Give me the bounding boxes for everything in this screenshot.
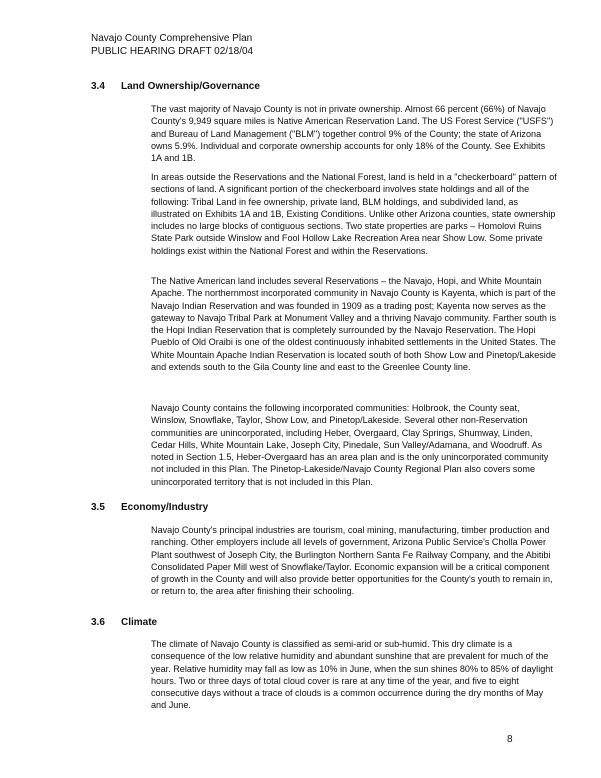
section-land-ownership — [91, 80, 527, 93]
paragraph: Navajo County contains the following incorporated communities: Holbrook, the County seat, Winslow, Snowflake, Taylor, Show Low, and Pinetop/Lakeside. Several other non-Reservation communities are unincorporated, including Heber, Overgaard, Clay Springs, Shumway, Linden, Cedar Hills, White Mountain Lake, Joseph City, Pinedale, Sun Valley/Adamana, and Woodruff. As noted in Section 1.5, Heber-Overgaard has an area plan and is the only unincorporated community not included in this Plan. The Pinetop-Lakeside/Navajo County Regional Plan also covers some unincorporated territory that is not included in this Plan. — [151, 403, 549, 487]
section-climate — [91, 616, 527, 629]
paragraph: In areas outside the Reservations and the National Forest, land is held in a "checkerboard" pattern of sections of land. A significant portion of the checkerboard involves state holdings and all of the following: Tribal Land in fee ownership, private land, BLM holdings, and subdivided land, as illustrated on Exhibits 1A and 1B, Existing Conditions. Unlike other Arizona counties, state ownership includes no large blocks of contiguous sections. Two state properties are parks – Homolovi Ruins State Park outside Winslow and Fool Hollow Lake Recreation Area near Show Low. Some private holdings exist within the National Forest and within the Reservations. — [151, 172, 557, 256]
section-heading — [91, 501, 527, 514]
header-draft-label: PUBLIC HEARING DRAFT 02/18/04 — [91, 46, 254, 57]
page-header — [91, 32, 253, 58]
section-title: Economy/Industry — [121, 502, 209, 513]
header-plan-title: Navajo County Comprehensive Plan — [91, 33, 253, 44]
section-title: Climate — [121, 617, 158, 628]
section-title: Land Ownership/Governance — [121, 81, 260, 92]
section-heading — [91, 616, 527, 629]
section-number: 3.5 — [91, 502, 105, 513]
paragraph: The Native American land includes several Reservations – the Navajo, Hopi, and White Mountain Apache. The northernmost incorporated community in Navajo County is Kayenta, which is part of the Navajo Indian Reservation and was founded in 1909 as a trading post; Kayenta now serves as the gateway to Navajo Tribal Park at Monument Valley and a thriving Navajo community. Farther south is the Hopi Indian Reservation that is completely surrounded by the Navajo Reservation. The Hopi Pueblo of Old Oraibi is one of the oldest continuously inhabited settlements in the United States. The White Mountain Apache Indian Reservation is located south of both Show Low and Pinetop/Lakeside and extends south to the Gila County line and east to the Greenlee County line. — [151, 276, 557, 373]
page-number: 8 — [507, 734, 513, 745]
paragraph: The climate of Navajo County is classified as semi-arid or sub-humid. This dry climate is a consequence of the low relative humidity and abundant sunshine that are prevalent for much of the year. Relative humidity may fall as low as 10% in June, when the sun shines 80% to 85% of daylight hours. Two or three days of total cloud cover is rare at any time of the year, and five to eight consecutive days without a trace of clouds is a common occurrence during the dry months of May and June. — [151, 639, 553, 711]
paragraph: Navajo County's principal industries are tourism, coal mining, manufacturing, timber production and ranching. Other employers include all levels of government, Arizona Public Service's Cholla Power Plant southwest of Joseph City, the Burlington Northern Santa Fe Railway Company, and the Abitibi Consolidated Paper Mill west of Snowflake/Taylor. Economic expansion will be a critical component of growth in the County and will also provide better opportunities for the County's youth to remain in, or return to, the area after finishing their schooling. — [151, 525, 553, 597]
section-economy — [91, 501, 527, 514]
section-heading — [91, 80, 527, 93]
paragraph: The vast majority of Navajo County is not in private ownership. Almost 66 percent (66%) of Navajo County's 9,949 square miles is Native American Reservation Land. The US Forest Service ("USFS") and Bureau of Land Management ("BLM") together control 9% of the County; the state of Arizona owns 5.9%. Individual and corporate ownership accounts for only 18% of the County. See Exhibits 1A and 1B. — [151, 104, 554, 164]
section-number: 3.6 — [91, 617, 105, 628]
section-number: 3.4 — [91, 81, 105, 92]
